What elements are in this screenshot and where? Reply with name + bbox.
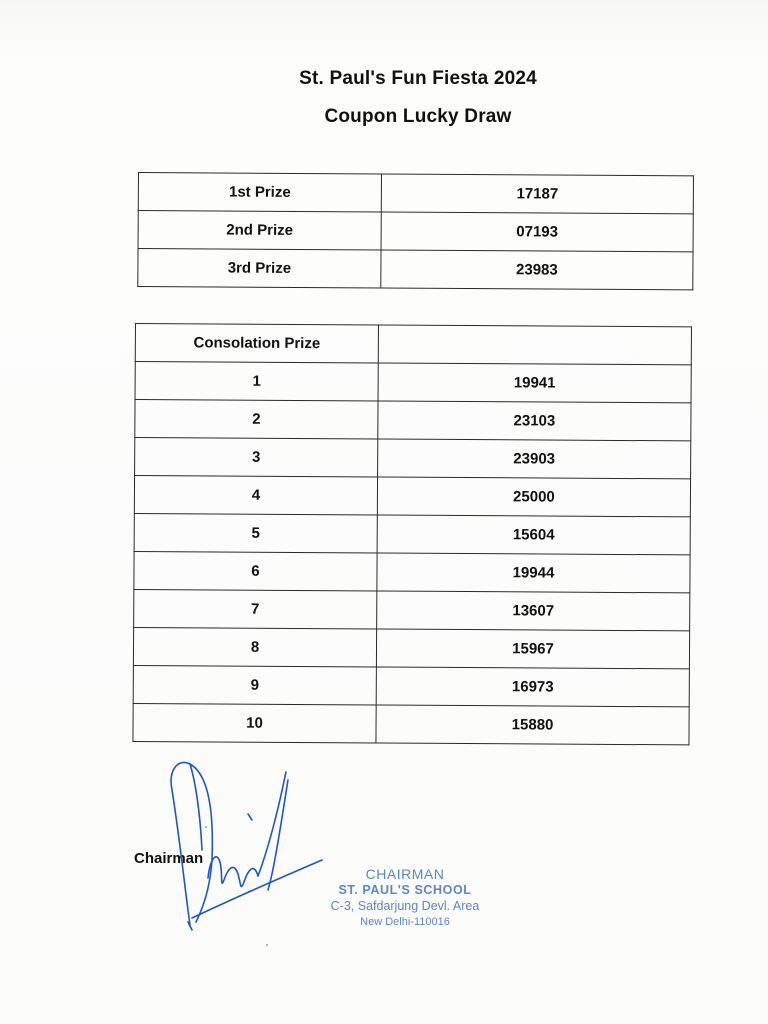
- table-row: [134, 513, 690, 554]
- consolation-rank: 5: [134, 513, 377, 552]
- table-row: [138, 211, 693, 252]
- table-row: [134, 551, 690, 592]
- consolation-rank: 2: [135, 400, 378, 439]
- consolation-number: 16973: [376, 667, 689, 707]
- table-header-row: [135, 324, 691, 365]
- prize-table: [137, 172, 694, 290]
- consolation-rank: 7: [134, 589, 377, 628]
- table-row: [138, 249, 693, 290]
- stamp-line: C-3, Safdarjung Devl. Area: [330, 899, 480, 913]
- paper-speck: [205, 826, 207, 828]
- prize-number: 07193: [381, 212, 693, 252]
- prize-label: 2nd Prize: [138, 211, 381, 250]
- consolation-number: 23103: [378, 401, 691, 441]
- official-stamp: [300, 866, 510, 930]
- table-row: [135, 362, 691, 403]
- consolation-rank: 1: [135, 362, 378, 401]
- prize-label: 1st Prize: [138, 173, 381, 212]
- consolation-number: 15967: [376, 629, 689, 669]
- table-row: [133, 665, 689, 706]
- paper-speck: [266, 944, 268, 946]
- consolation-number: 23903: [378, 439, 691, 479]
- signatory-label: Chairman: [134, 850, 204, 867]
- consolation-rank: 4: [134, 476, 377, 515]
- consolation-rank: 6: [134, 551, 377, 590]
- prize-number: 23983: [381, 250, 693, 290]
- table-row: [135, 400, 691, 441]
- consolation-rank: 3: [135, 438, 378, 477]
- table-row: [133, 703, 689, 744]
- consolation-number: 25000: [377, 477, 690, 517]
- consolation-number: 13607: [377, 591, 690, 631]
- stamp-line: New Delhi-110016: [360, 916, 450, 928]
- table-row: [134, 476, 690, 517]
- table-row: [135, 438, 691, 479]
- stamp-line: ST. PAUL'S SCHOOL: [338, 883, 472, 897]
- consolation-number: 15604: [377, 515, 690, 555]
- document-subtitle: Coupon Lucky Draw: [324, 106, 512, 127]
- consolation-rank: 9: [133, 665, 376, 704]
- table-row: [134, 589, 690, 630]
- table-row: [138, 173, 693, 214]
- consolation-rank: 10: [133, 703, 376, 742]
- consolation-header: Consolation Prize: [135, 324, 378, 363]
- prize-label: 3rd Prize: [138, 249, 381, 288]
- consolation-table: [132, 323, 692, 745]
- table-row: [133, 627, 689, 668]
- empty-cell: [378, 325, 691, 365]
- consolation-number: 15880: [376, 705, 689, 745]
- prize-number: 17187: [381, 174, 693, 214]
- consolation-rank: 8: [133, 627, 376, 666]
- consolation-number: 19941: [378, 363, 691, 403]
- document-title: St. Paul's Fun Fiesta 2024: [299, 68, 537, 89]
- stamp-line: CHAIRMAN: [365, 866, 445, 882]
- consolation-number: 19944: [377, 553, 690, 593]
